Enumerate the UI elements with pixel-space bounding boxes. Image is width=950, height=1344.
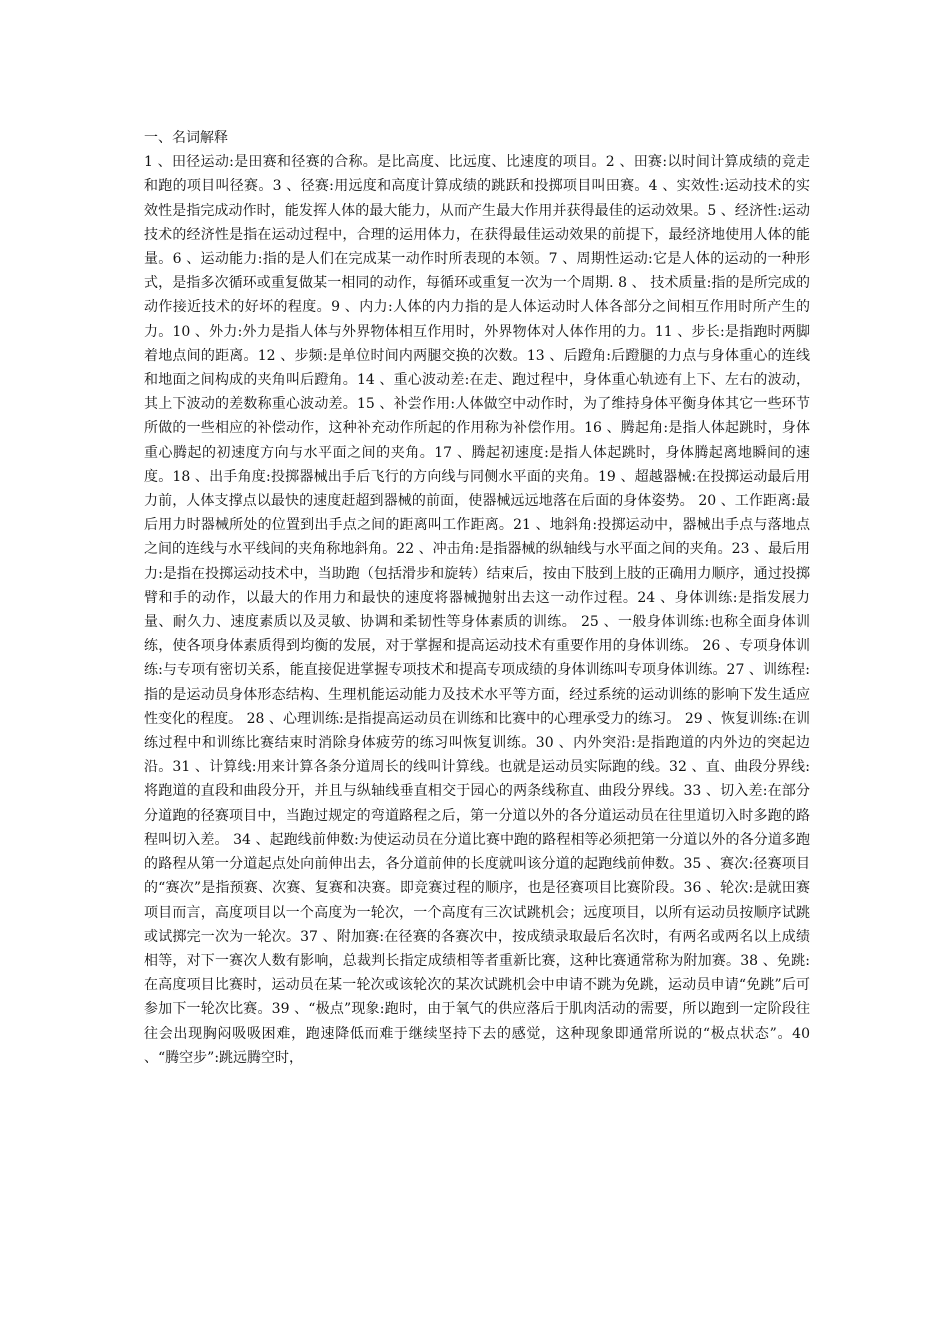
document-page	[144, 126, 810, 1070]
definitions-paragraph: 1 、田径运动:是田赛和径赛的合称。是比高度、比远度、比速度的项目。2 、田赛:以时间计算成绩的竞走和跑的项目叫径赛。3 、径赛:用远度和高度计算成绩的跳跃和投掷项目叫田赛。4 、实效性:运动技术的实效性是指完成动作时，能发挥人体的最大能力，从而产生最大作用并获得最佳的运动效果。5 、经济性:运动技术的经济性是指在运动过程中，合理的运用体力，在获得最佳运动效果的前提下，最经济地使用人体的能量。6 、运动能力:指的是人们在完成某一动作时所表现的本领。7 、周期性运动:它是人体的运动的一种形式，是指多次循环或重复做某一相同的动作，每循环或重复一次为一个周期. 8 、 技术质量:指的是所完成的动作接近技术的好坏的程度。9 、内力:人体的内力指的是人体运动时人体各部分之间相互作用时所产生的力。10 、外力:外力是指人体与外界物体相互作用时，外界物体对人体作用的力。11 、步长:是指跑时两脚着地点间的距离。12 、步频:是单位时间内两腿交换的次数。13 、后蹬角:后蹬腿的力点与身体重心的连线和地面之间构成的夹角叫后蹬角。14 、重心波动差:在走、跑过程中，身体重心轨迹有上下、左右的波动，其上下波动的差数称重心波动差。15 、补尝作用:人体做空中动作时，为了维持身体平衡身体其它一些环节所做的一些相应的补偿动作，这种补充动作所起的作用称为补偿作用。16 、腾起角:是指人体起跳时，身体重心腾起的初速度方向与水平面之间的夹角。17 、腾起初速度:是指人体起跳时，身体腾起离地瞬间的速度。18 、出手角度:投掷器械出手后飞行的方向线与同侧水平面的夹角。19 、超越器械:在投掷运动最后用力前，人体支撑点以最快的速度赶超到器械的前面，使器械远远地落在后面的身体姿势。 20 、工作距离:最后用力时器械所处的位置到出手点之间的距离叫工作距离。21 、地斜角:投掷运动中，器械出手点与落地点之间的连线与水平线间的夹角称地斜角。22 、冲击角:是指器械的纵轴线与水平面之间的夹角。23 、最后用力:是指在投掷运动技术中，当助跑（包括滑步和旋转）结束后，按由下肢到上肢的正确用力顺序，通过投掷臂和手的动作，以最大的作用力和最快的速度将器械抛射出去这一动作过程。24 、身体训练:是指发展力量、耐久力、速度素质以及灵敏、协调和柔韧性等身体素质的训练。 25 、一般身体训练:也称全面身体训练，使各项身体素质得到均衡的发展，对于掌握和提高运动技术有重要作用的身体训练。 26 、专项身体训练:与专项有密切关系，能直接促进掌握专项技术和提高专项成绩的身体训练叫专项身体训练。27 、训练程:指的是运动员身体形态结构、生理机能运动能力及技术水平等方面，经过系统的运动训练的影响下发生适应性变化的程度。 28 、心理训练:是指提高运动员在训练和比赛中的心理承受力的练习。 29 、恢复训练:在训练过程中和训练比赛结束时消除身体疲劳的练习叫恢复训练。30 、内外突沿:是指跑道的内外边的突起边沿。31 、计算线:用来计算各条分道周长的线叫计算线。也就是运动员实际跑的线。32 、直、曲段分界线:将跑道的直段和曲段分开，并且与纵轴线垂直相交于园心的两条线称直、曲段分界线。33 、切入差:在部分分道跑的径赛项目中，当跑过规定的弯道路程之后，第一分道以外的各分道运动员在往里道切入时多跑的路程叫切入差。 34 、起跑线前伸数:为使运动员在分道比赛中跑的路程相等必须把第一分道以外的各分道多跑的路程从第一分道起点处向前伸出去，各分道前伸的长度就叫该分道的起跑线前伸数。35 、赛次:径赛项目的“赛次”是指预赛、次赛、复赛和决赛。即竞赛过程的顺序，也是径赛项目比赛阶段。36 、轮次:是就田赛项目而言，高度项目以一个高度为一轮次，一个高度有三次试跳机会；远度项目，以所有运动员按顺序试跳或试掷完一次为一轮次。37 、附加赛:在径赛的各赛次中，按成绩录取最后名次时，有两名或两名以上成绩相等，对下一赛次人数有影响，总裁判长指定成绩相等者重新比赛，这种比赛通常称为附加赛。38 、免跳:在高度项目比赛时，运动员在某一轮次或该轮次的某次试跳机会中申请不跳为免跳，运动员申请“免跳”后可参加下一轮次比赛。39 、“极点”现象:跑时，由于氧气的供应落后于肌肉活动的需要，所以跑到一定阶段往往会出现胸闷吸吸困难，跑速降低而难于继续坚持下去的感觉，这种现象即通常所说的“极点状态”。40 、“腾空步”:跳远腾空时，	[144, 154, 810, 1066]
section-heading: 一、名词解释	[144, 130, 228, 146]
